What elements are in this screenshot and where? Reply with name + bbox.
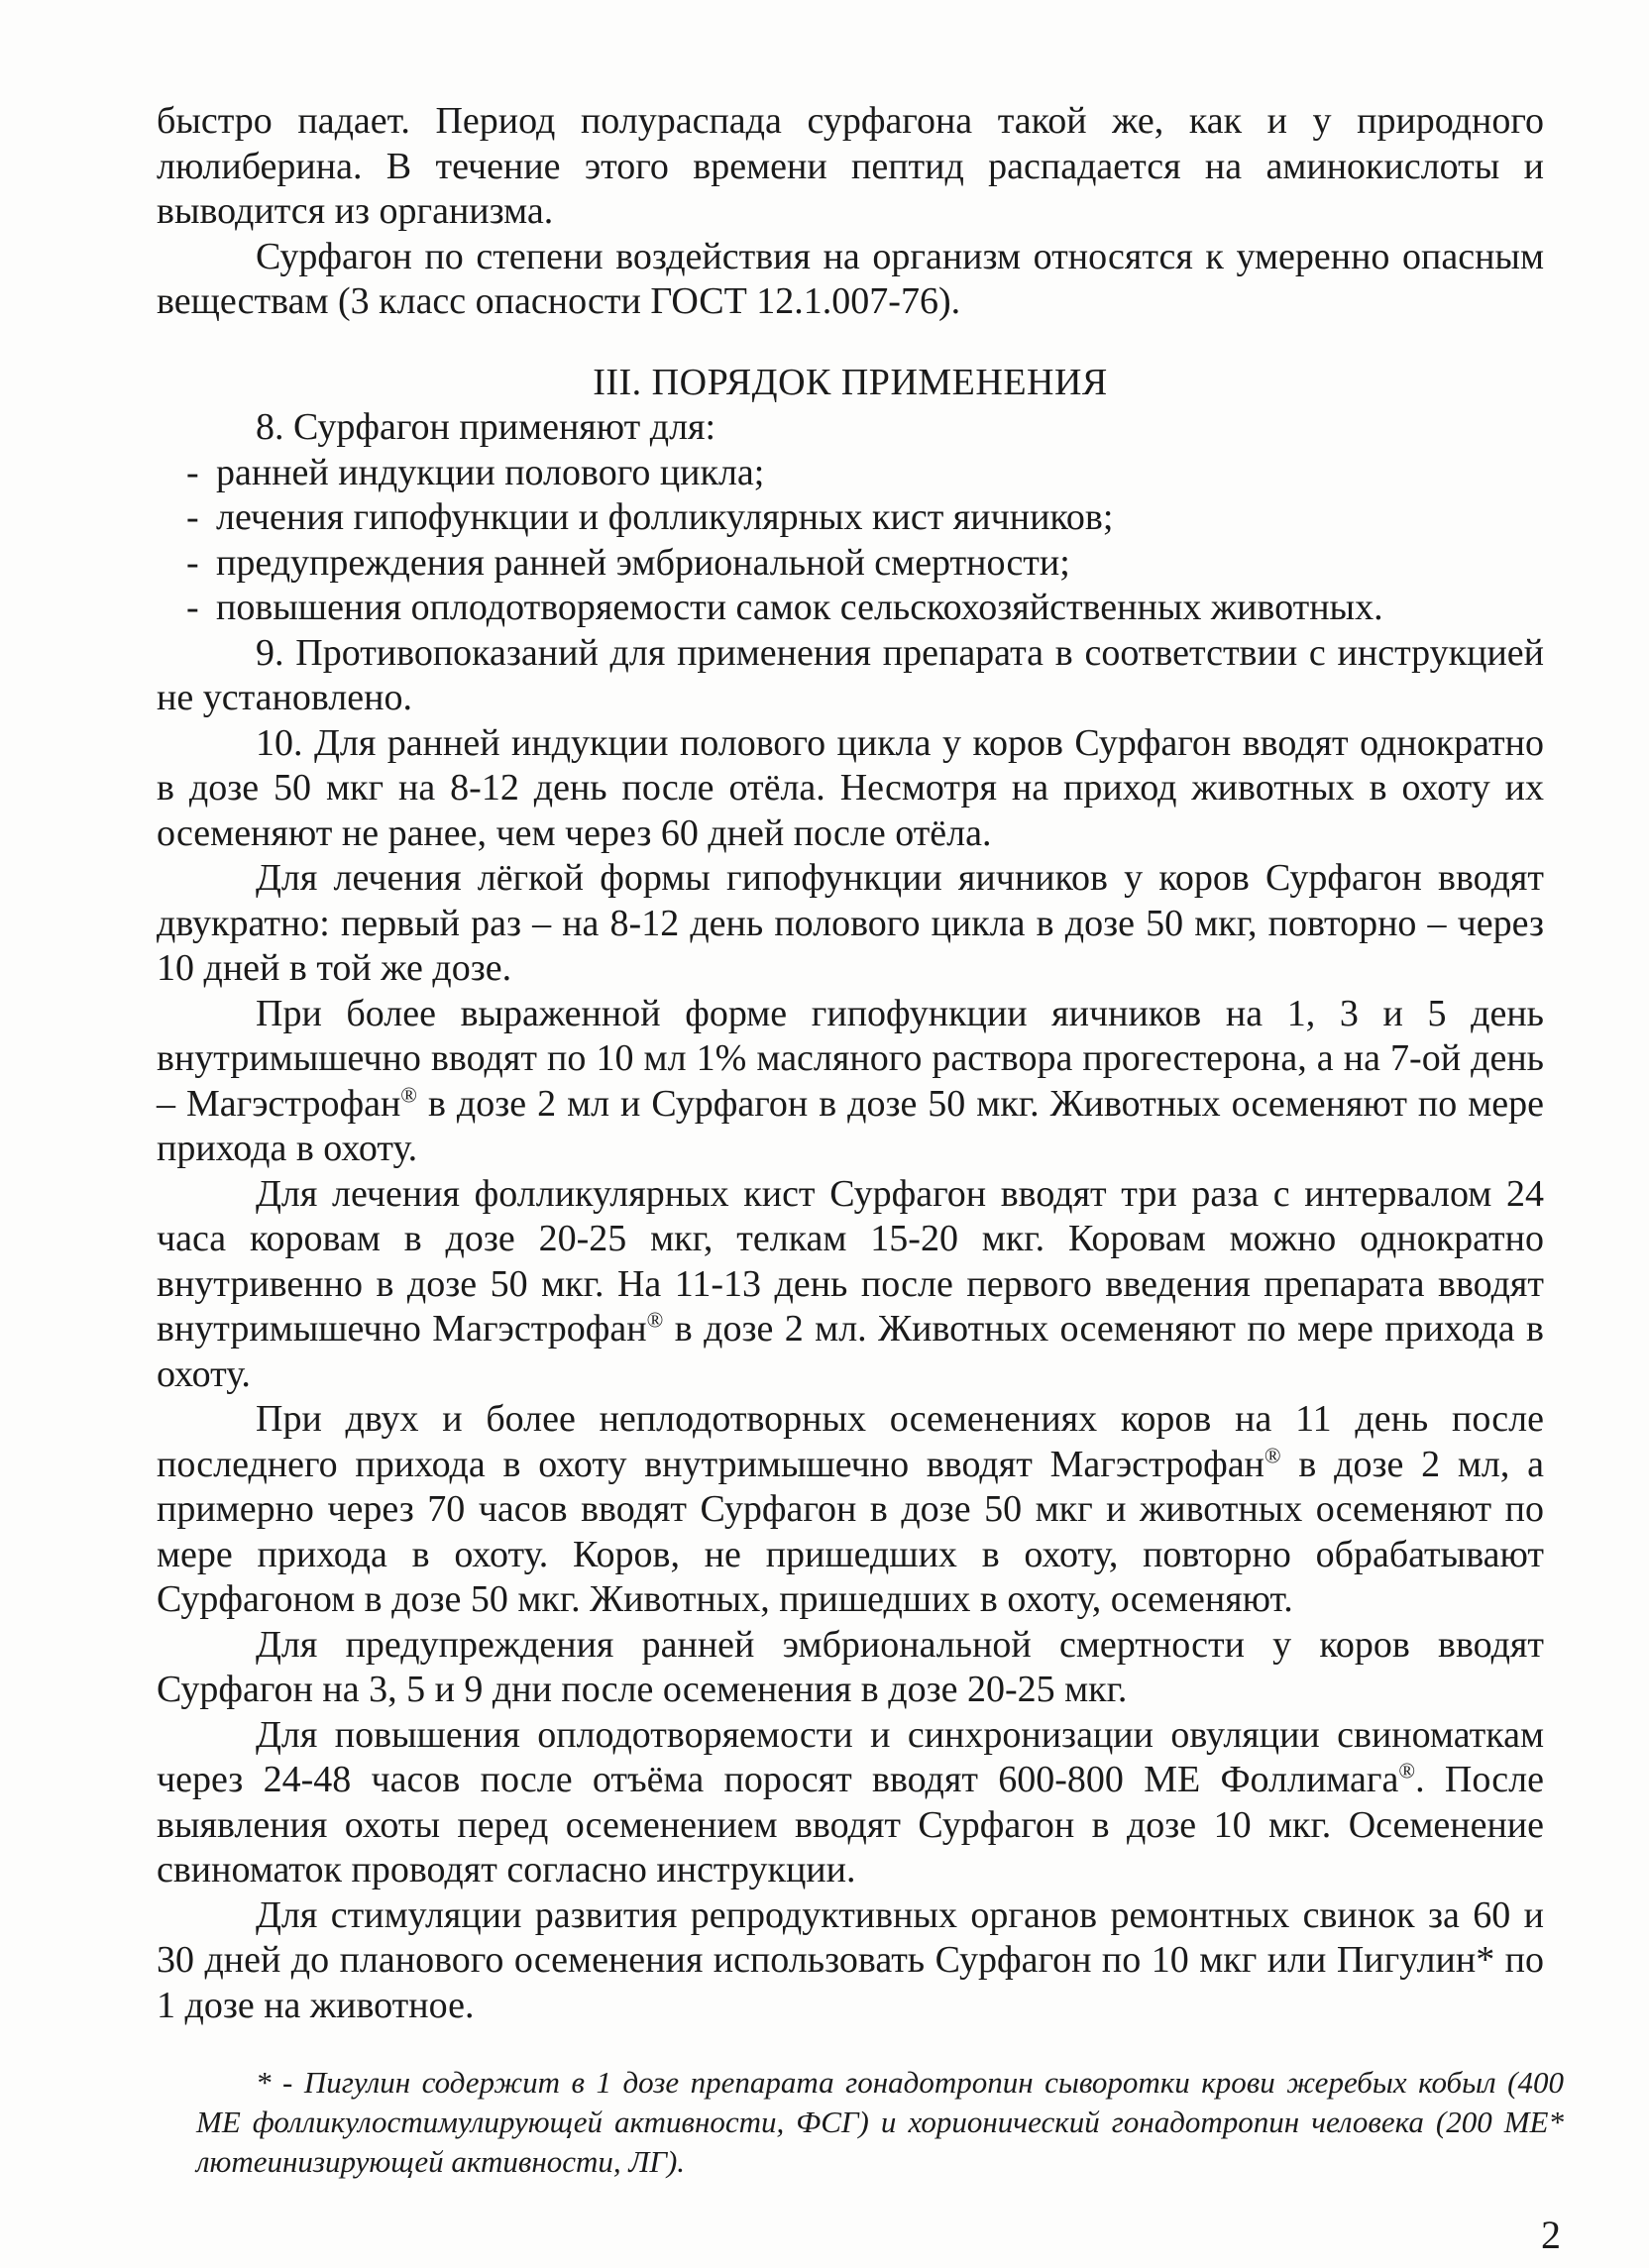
- intro-paragraph-1: быстро падает. Период полураспада сурфагона такой же, как и у природного люлиберина. В течение этого времени пептид распадается на аминокислоты и выводится из организма.: [157, 100, 1544, 232]
- paragraph-text: При более выраженной форме гипофункции яичников на 1, 3 и 5 день внутримышечно вводят по 10 мл 1% масляного раствора прогестерона, а на 7-ой день – Магэстрофан: [157, 992, 1544, 1125]
- embryo-mortality-paragraph: Для предупреждения ранней эмбриональной смертности у коров вводят Сурфагон на 3, 5 и 9 дни после осеменения в дозе 20-25 мкг.: [157, 1623, 1544, 1710]
- bullet-dash: -: [186, 541, 199, 584]
- bullet-dash: -: [186, 587, 199, 628]
- usage-list: [157, 451, 1544, 631]
- registered-mark: ®: [1398, 1758, 1416, 1783]
- bullet-dash: -: [186, 496, 199, 538]
- hypofunction-strong-paragraph: [157, 992, 1544, 1172]
- list-item-text: предупреждения ранней эмбриональной смертности;: [216, 541, 1070, 584]
- paragraph-text: в дозе 2 мл, а примерно через 70 часов вводят Сурфагон в дозе 50 мкг и животных осеменяют по мере прихода в охоту. Коров, не пришедших в охоту, повторно обрабатывают Сурфагоном в дозе 50 мкг. Животных, пришедших в охоту, осеменяют.: [157, 1443, 1544, 1620]
- registered-mark: ®: [1264, 1442, 1281, 1467]
- item-8-lead: 8. Сурфагон применяют для:: [256, 406, 716, 448]
- intro-paragraph-2: Сурфагон по степени воздействия на организм относятся к умеренно опасным веществам (3 класс опасности ГОСТ 12.1.007-76).: [157, 235, 1544, 322]
- list-item: [157, 586, 1544, 631]
- paragraph-text: При двух и более неплодотворных осеменениях коров на 11 день после последнего прихода в охоту внутримышечно вводят Магэстрофан: [157, 1398, 1544, 1485]
- footnote: * - Пигулин содержит в 1 дозе препарата гонадотропин сыворотки крови жеребых кобыл (400 МЕ фолликулостимулирующей активности, ФСГ) и хорионический гонадотропин человека (200 МЕ* лютеинизирующей активности, ЛГ).: [196, 2065, 1564, 2179]
- item-9-paragraph: 9. Противопоказаний для применения препарата в соответствии с инструкцией не установлено.: [157, 631, 1544, 718]
- paragraph-text: в дозе 2 мл. Животных осеменяют по мере прихода в охоту.: [157, 1308, 1544, 1395]
- paragraph-text: Для лечения фолликулярных кист Сурфагон вводят три раза с интервалом 24 часа коровам в дозе 20-25 мкг, телкам 15-20 мкг. Коровам можно однократно внутривенно в дозе 50 мкг. На 11-13 день после первого введения препарата вводят внутримышечно Магэстрофан: [157, 1172, 1544, 1350]
- hypofunction-light-paragraph: Для лечения лёгкой формы гипофункции яичников у коров Сурфагон вводят двукратно: первый раз – на 8-12 день полового цикла в дозе 50 мкг, повторно – через 10 дней в той же дозе.: [157, 857, 1544, 989]
- paragraph-text: . После выявления охоты перед осеменением вводят Сурфагон в дозе 10 мкг. Осеменение свиноматок проводят согласно инструкции.: [157, 1759, 1544, 1890]
- bullet-dash: -: [186, 451, 199, 493]
- list-item: [157, 541, 1544, 587]
- sows-paragraph: [157, 1713, 1544, 1893]
- list-item: [157, 495, 1544, 541]
- list-item-text: ранней индукции полового цикла;: [216, 451, 765, 493]
- cysts-paragraph: [157, 1172, 1544, 1398]
- list-item-text: повышения оплодотворяемости самок сельскохозяйственных животных.: [216, 587, 1383, 628]
- list-item: [157, 451, 1544, 496]
- registered-mark: ®: [646, 1307, 664, 1333]
- registered-mark: ®: [400, 1081, 418, 1107]
- section-title: III. ПОРЯДОК ПРИМЕНЕНИЯ: [593, 361, 1108, 403]
- gilts-paragraph: Для стимуляции развития репродуктивных органов ремонтных свинок за 60 и 30 дней до планового осеменения использовать Сурфагон по 10 мкг или Пигулин* по 1 дозе на животное.: [157, 1893, 1544, 2026]
- paragraph-text: в дозе 2 мл и Сурфагон в дозе 50 мкг. Животных осеменяют по мере прихода в охоту.: [157, 1082, 1545, 1169]
- paragraph-text: Для повышения оплодотворяемости и синхронизации овуляции свиноматкам через 24-48 часов после отъёма поросят вводят 600-800 МЕ Фоллимага: [157, 1713, 1544, 1800]
- page-number: 2: [1541, 2213, 1561, 2257]
- item-10-paragraph: 10. Для ранней индукции полового цикла у коров Сурфагон вводят однократно в дозе 50 мкг на 8-12 день после отёла. Несмотря на приход животных в охоту их осеменяют не ранее, чем через 60 дней после отёла.: [157, 721, 1544, 854]
- list-item-text: лечения гипофункции и фолликулярных кист яичников;: [216, 496, 1114, 538]
- repeat-insemination-paragraph: [157, 1397, 1544, 1623]
- page-body: [157, 99, 1544, 2028]
